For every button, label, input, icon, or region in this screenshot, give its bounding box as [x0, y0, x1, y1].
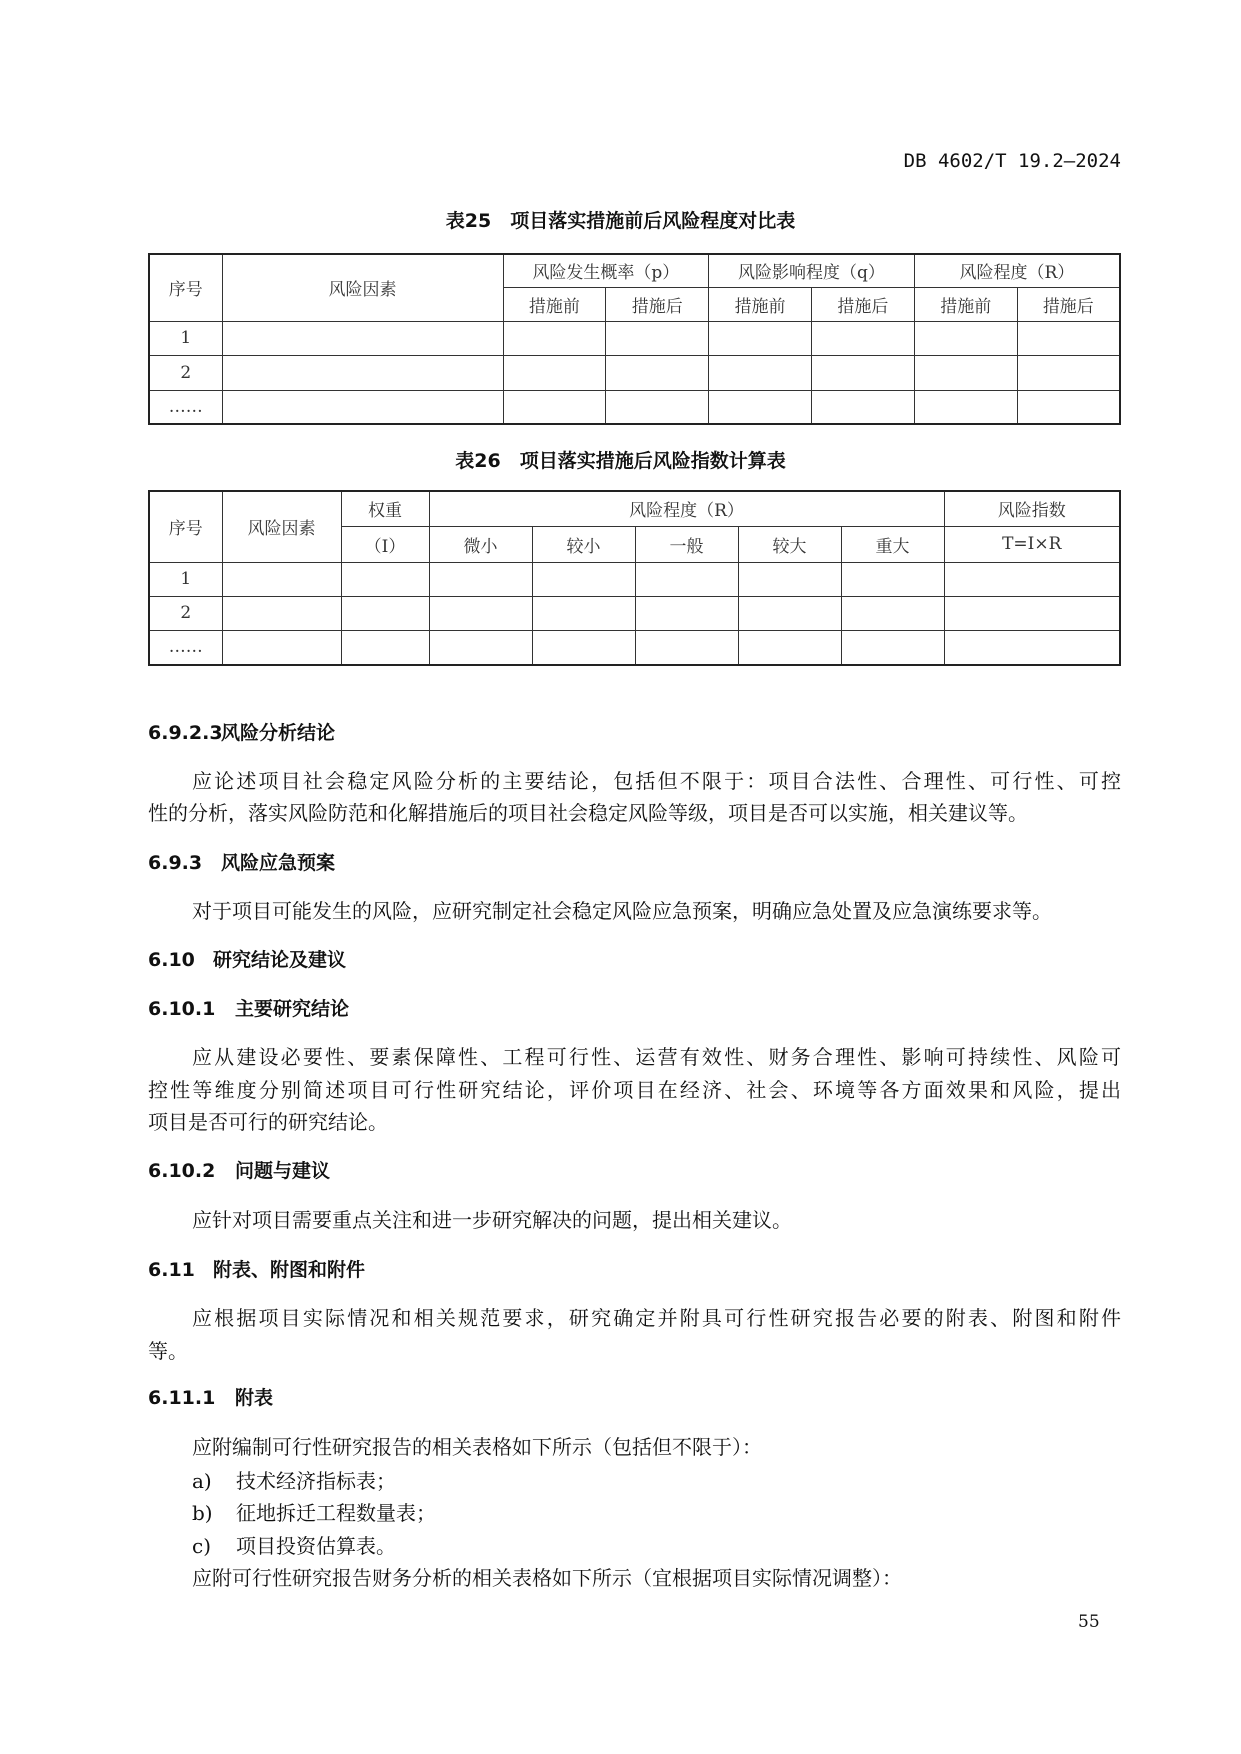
heading-6-10-1 [148, 994, 349, 1021]
paragraph-line: 应附编制可行性研究报告的相关表格如下所示（包括但不限于）： [192, 1435, 762, 1459]
col-header: 风险因素 [222, 254, 503, 321]
list-marker: a) [192, 1469, 212, 1493]
heading-number: 6.9.3 [148, 852, 203, 874]
page-number: 55 [1078, 1612, 1100, 1632]
sub-header: 微小 [429, 526, 532, 562]
heading-title: 问题与建议 [235, 1160, 331, 1182]
sub-header: 较小 [532, 526, 635, 562]
row-number: 1 [149, 562, 222, 596]
list-item [192, 1465, 1121, 1494]
col-header: （I） [341, 526, 429, 562]
heading-6-11 [148, 1255, 365, 1282]
row-number: …… [149, 630, 222, 665]
sub-header: 措施后 [811, 287, 914, 321]
paragraph-line: 对于项目可能发生的风险，应研究制定社会稳定风险应急预案，明确应急处置及应急演练要求等。 [192, 899, 1052, 923]
table-row [149, 630, 1120, 665]
heading-title: 主要研究结论 [235, 998, 350, 1020]
paragraph-line: 项目是否可行的研究结论。 [148, 1110, 388, 1134]
heading-title: 附表 [235, 1387, 274, 1409]
table26 [148, 490, 1121, 666]
sub-header: 措施前 [709, 287, 812, 321]
table-row [149, 355, 1120, 390]
heading-title: 研究结论及建议 [213, 949, 347, 971]
paragraph-line: 应根据项目实际情况和相关规范要求，研究确定并附具可行性研究报告必要的附表、附图和附件 [192, 1306, 1121, 1330]
table-row [149, 596, 1120, 630]
paragraph-line: 应附可行性研究报告财务分析的相关表格如下所示（宜根据项目实际情况调整）： [192, 1566, 902, 1590]
sub-header: 措施前 [503, 287, 606, 321]
paragraph-line: 性的分析，落实风险防范和化解措施后的项目社会稳定风险等级，项目是否可以实施，相关建议等。 [148, 801, 1028, 825]
col-header: 风险影响程度（q） [709, 254, 915, 287]
sub-header: 重大 [841, 526, 944, 562]
table-row [149, 390, 1120, 424]
paragraph-line: 应针对项目需要重点关注和进一步研究解决的问题，提出相关建议。 [192, 1208, 792, 1232]
row-number: 2 [149, 596, 222, 630]
sub-header: 措施后 [1017, 287, 1120, 321]
sub-header: 较大 [738, 526, 841, 562]
heading-6-9-2-3 [148, 718, 335, 745]
heading-number: 6.10.1 [148, 998, 216, 1020]
table25 [148, 253, 1121, 425]
heading-number: 6.11.1 [148, 1387, 216, 1409]
heading-number: 6.10.2 [148, 1160, 216, 1182]
list-marker: b) [192, 1501, 213, 1525]
col-header: 序号 [149, 254, 222, 321]
sub-header: 措施后 [606, 287, 709, 321]
col-header: 风险指数 [944, 491, 1120, 526]
paragraph-line: 应从建设必要性、要素保障性、工程可行性、运营有效性、财务合理性、影响可持续性、风险可 [192, 1045, 1121, 1069]
table-row [149, 321, 1120, 355]
heading-6-10-2 [148, 1156, 330, 1183]
list-text: 项目投资估算表。 [236, 1534, 396, 1558]
col-header: 风险因素 [222, 491, 341, 562]
col-header: 风险发生概率（p） [503, 254, 709, 287]
sub-header: 一般 [635, 526, 738, 562]
col-header: 序号 [149, 491, 222, 562]
row-number: 2 [149, 355, 222, 390]
standard-code: DB 4602/T 19.2—2024 [903, 150, 1121, 172]
col-header: T=I×R [944, 526, 1120, 562]
heading-number: 6.9.2.3 [148, 722, 223, 744]
heading-6-11-1 [148, 1383, 273, 1410]
table26-title: 表26 项目落实措施后风险指数计算表 [455, 450, 786, 472]
heading-number: 6.10 [148, 949, 195, 971]
list-text: 征地拆迁工程数量表； [236, 1501, 436, 1525]
heading-title: 风险应急预案 [221, 852, 336, 874]
paragraph-line: 应论述项目社会稳定风险分析的主要结论，包括但不限于：项目合法性、合理性、可行性、可控 [192, 769, 1121, 793]
paragraph-line: 控性等维度分别简述项目可行性研究结论，评价项目在经济、社会、环境等各方面效果和风险，提出 [148, 1078, 1121, 1102]
list-marker: c) [192, 1534, 212, 1558]
paragraph-line: 等。 [148, 1339, 188, 1363]
table25-title: 表25 项目落实措施前后风险程度对比表 [445, 210, 796, 232]
heading-title: 附表、附图和附件 [213, 1259, 366, 1281]
heading-number: 6.11 [148, 1259, 195, 1281]
sub-header: 措施前 [914, 287, 1017, 321]
list-item [192, 1497, 1121, 1526]
heading-6-10 [148, 945, 346, 972]
list-item [192, 1530, 1121, 1559]
col-header: 风险程度（R） [914, 254, 1120, 287]
heading-6-9-3 [148, 848, 335, 875]
list-text: 技术经济指标表； [236, 1469, 396, 1493]
row-number: …… [149, 390, 222, 424]
col-header: 权重 [341, 491, 429, 526]
table-row [149, 562, 1120, 596]
col-header: 风险程度（R） [429, 491, 944, 526]
row-number: 1 [149, 321, 222, 355]
heading-title: 风险分析结论 [221, 722, 336, 744]
